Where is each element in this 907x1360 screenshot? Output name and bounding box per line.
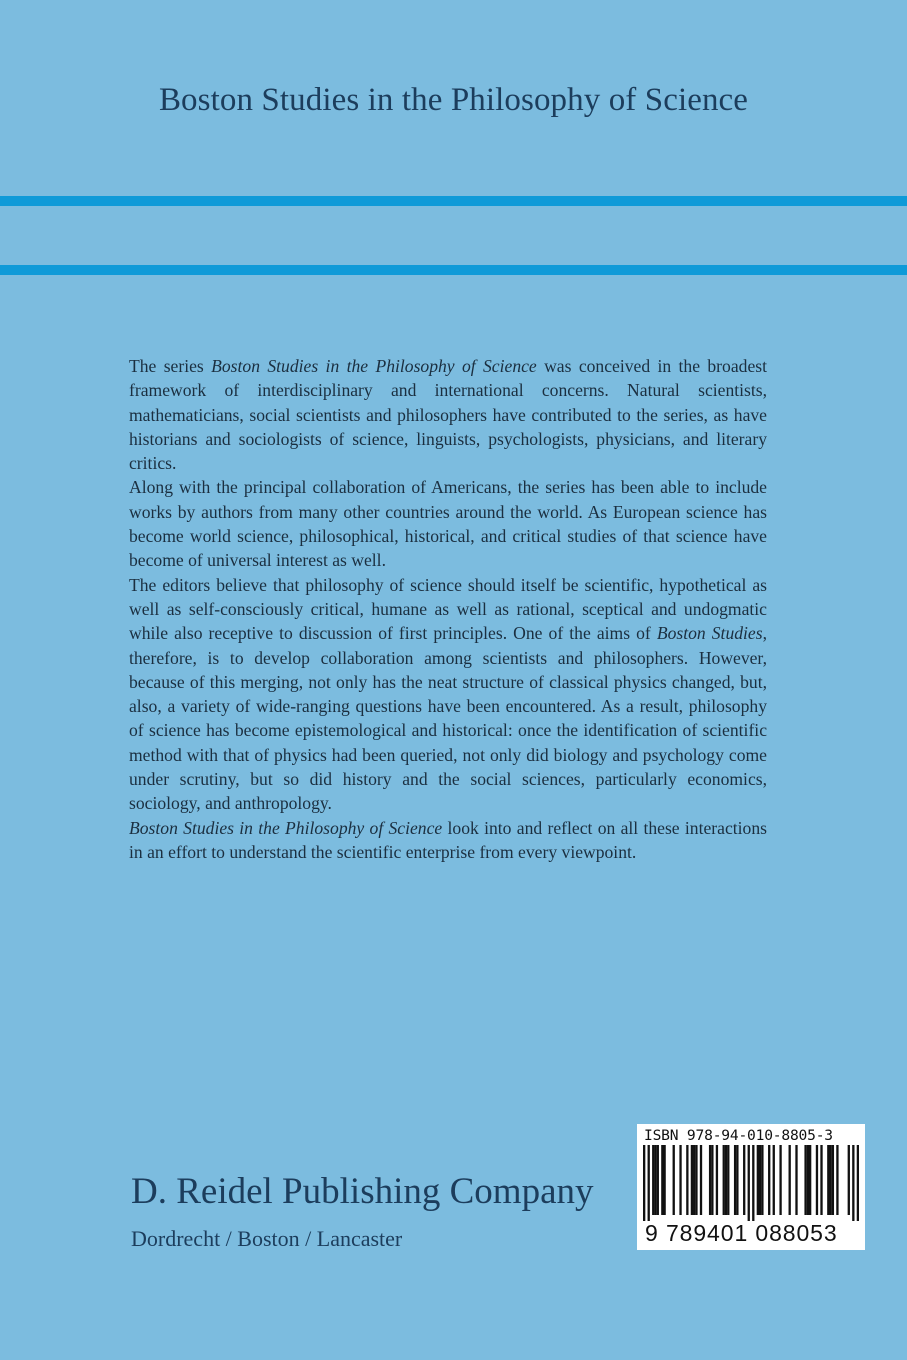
publisher-places: Dordrecht / Boston / Lancaster	[131, 1226, 403, 1251]
barcode-bar	[657, 1145, 659, 1215]
barcode-bar	[848, 1145, 850, 1215]
barcode-bar	[673, 1145, 675, 1215]
barcode-bar	[748, 1145, 750, 1221]
barcode-bar	[829, 1145, 831, 1215]
barcode-bar	[691, 1145, 693, 1215]
barcode-bar	[648, 1145, 650, 1221]
barcode-bar	[768, 1145, 770, 1215]
barcode-bar	[709, 1145, 711, 1215]
series-title: Boston Studies in the Philosophy of Science	[158, 82, 749, 118]
barcode-bar	[663, 1145, 665, 1215]
barcode-bar	[716, 1145, 718, 1215]
barcode-bar	[711, 1145, 713, 1215]
series-description	[129, 354, 767, 864]
bottom-rule	[0, 265, 907, 275]
barcode-bar	[809, 1145, 811, 1215]
blurb-paragraph-3: The editors believe that philosophy of science should itself be scientific, hypothetical as well as self-consciously critical, humane as well as rational, sceptical and undogmatic while also receptive to discussion of first principles. One of the aims of Boston Studies, therefore, is to develop collaboration among scientists and philosophers. However, because of this merging, not only has the neat structure of classical physics changed, but, also, a variety of wide-ranging questions have been encountered. As a result, philosophy of science has become epistemological and historical: once the identification of scientific method with that of physics had been queried, not only did biology and psychology come under scrutiny, but so did history and the social sciences, particularly economics, sociology, and anthropology.	[129, 574, 767, 814]
barcode-bar	[816, 1145, 818, 1215]
barcode-bar	[795, 1145, 797, 1215]
series-name-italic: Boston Studies in the Philosophy of Science	[211, 356, 537, 376]
publisher-name: D. Reidel Publishing Company	[131, 1171, 594, 1212]
barcode-bar	[700, 1145, 702, 1215]
barcode-bar	[695, 1145, 697, 1215]
barcode-bar	[752, 1145, 754, 1221]
barcode-bar	[643, 1145, 645, 1221]
barcode-bar	[827, 1145, 829, 1215]
barcode-bar	[723, 1145, 725, 1215]
barcode-bar	[661, 1145, 663, 1215]
barcode-bar	[789, 1145, 791, 1215]
blurb-paragraph-2: Along with the principal collaboration of Americans, the series has been able to include works by authors from many other countries around the world. As European science has become world science, philosophical, historical, and critical studies of that science have become of universal interest as well.	[129, 477, 767, 571]
barcode-bar	[773, 1145, 775, 1215]
barcode-bar	[757, 1145, 759, 1215]
barcode-bar	[693, 1145, 695, 1215]
barcode-bar	[857, 1145, 859, 1221]
series-name-italic: Boston Studies in the Philosophy of Science	[129, 817, 443, 838]
isbn-label: ISBN 978-94-010-8805-3	[644, 1127, 833, 1144]
top-rule	[0, 196, 907, 206]
barcode-bars	[643, 1145, 859, 1221]
isbn-barcode	[637, 1124, 865, 1250]
ean-digits: 9 789401 088053	[645, 1220, 838, 1246]
barcode-bar	[836, 1145, 838, 1215]
barcode-bar	[652, 1145, 654, 1215]
barcode-bar	[727, 1145, 729, 1215]
blurb-paragraph-1: The series Boston Studies in the Philosophy of Science was conceived in the broadest framework of interdisciplinary and international concerns. Natural scientists, mathematicians, social scientists and philosophers have contributed to the series, as have historians and sociologists of science, linguists, psychologists, physicians, and literary critics.	[129, 356, 767, 474]
barcode-bar	[759, 1145, 761, 1215]
barcode-bar	[679, 1145, 681, 1215]
barcode-bar	[804, 1145, 806, 1215]
barcode-bar	[736, 1145, 738, 1215]
barcode-bar	[761, 1145, 763, 1215]
blurb-paragraph-4: Boston Studies in the Philosophy of Science look into and reflect on all these interactions in an effort to understand the scientific enterprise from every viewpoint.	[129, 817, 767, 862]
series-short-name-italic: Boston Studies	[656, 623, 763, 644]
barcode-bar	[779, 1145, 781, 1215]
barcode-bar	[820, 1145, 822, 1215]
barcode-bar	[734, 1145, 736, 1215]
barcode-bar	[654, 1145, 656, 1215]
barcode-bar	[832, 1145, 834, 1215]
barcode-bar	[852, 1145, 854, 1221]
barcode-bar	[743, 1145, 745, 1215]
barcode-bar	[807, 1145, 809, 1215]
barcode-bar	[725, 1145, 727, 1215]
barcode-bar	[686, 1145, 688, 1215]
